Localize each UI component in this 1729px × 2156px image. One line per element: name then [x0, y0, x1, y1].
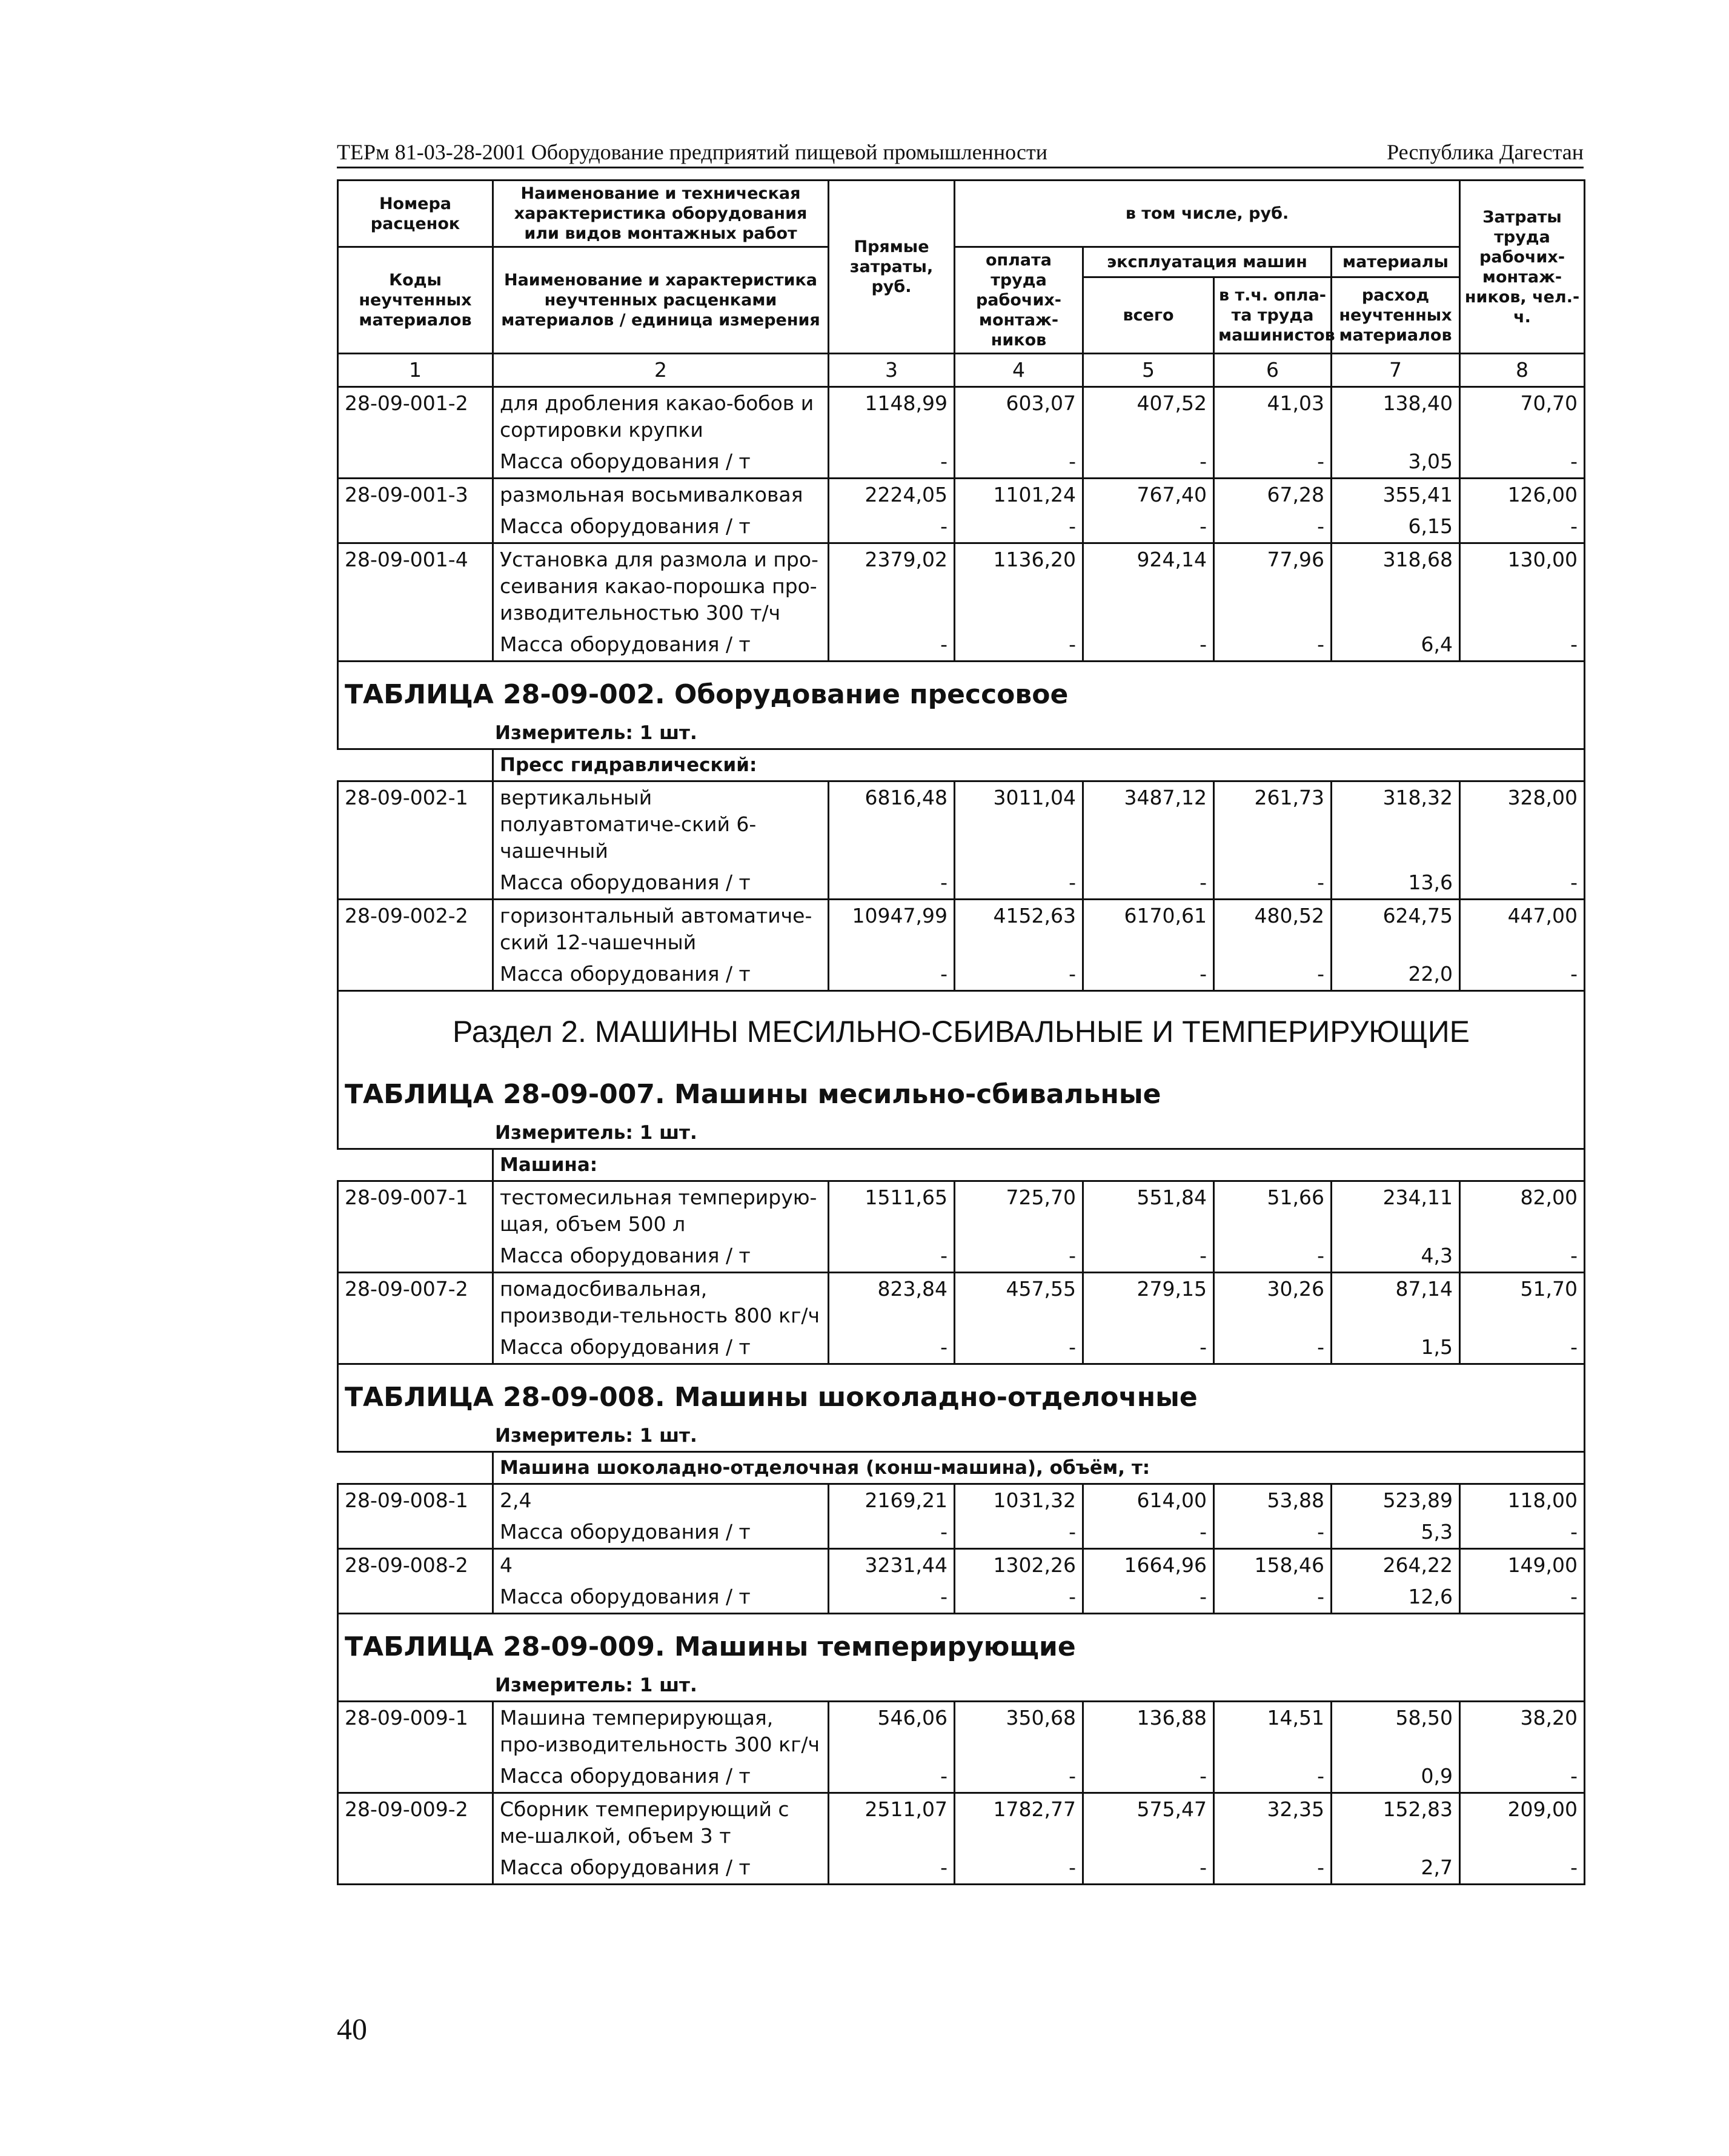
- table-row: 28-09-001-3 размольная восьмивалковая 2224,05 1101,24 767,40 67,28 355,41 126,00: [338, 479, 1585, 511]
- table-row: 28-09-002-2 горизонтальный автоматиче-ский 12-чашечный 10947,99 4152,63 6170,61 480,52 624,75 447,00: [338, 900, 1585, 959]
- mass-value: 3,05: [1332, 446, 1460, 479]
- table-title: ТАБЛИЦА 28-09-007. Машины месильно-сбивальные: [338, 1062, 1585, 1118]
- mass-label: Масса оборудования / т: [493, 1240, 829, 1273]
- document-title: ТЕРм 81-03-28-2001 Оборудование предприятий пищевой промышленности: [337, 140, 1047, 164]
- table-header: [338, 181, 1585, 387]
- mass-label: Масса оборудования / т: [493, 1852, 829, 1885]
- table-row: 28-09-009-1 Машина темперирующая, про-изводительность 300 кг/ч 546,06 350,68 136,88 14,51 58,50 38,20: [338, 1702, 1585, 1761]
- rate-code: 28-09-009-2: [338, 1793, 493, 1853]
- item-name: помадосбивальная, производи-тельность 800 кг/ч: [493, 1273, 829, 1332]
- group-heading: Машина:: [493, 1149, 1585, 1181]
- table-title-row: [338, 1614, 1585, 1671]
- item-name: вертикальный полуавтоматиче-ский 6-чашечный: [493, 781, 829, 867]
- header-name: Наименование и техническая характеристика оборудования или видов монтажных работ: [493, 181, 829, 247]
- item-name: Сборник темперирующий с ме-шалкой, объем 3 т: [493, 1793, 829, 1853]
- table-row: 28-09-008-2 4 3231,44 1302,26 1664,96 158,46 264,22 149,00: [338, 1549, 1585, 1582]
- mass-row: Масса оборудования / т - - - - 13,6 -: [338, 867, 1585, 900]
- column-number: 6: [1214, 354, 1332, 387]
- machines-total: 407,52: [1083, 387, 1214, 446]
- rate-code: 28-09-007-2: [338, 1273, 493, 1332]
- labor-hours: 70,70: [1460, 387, 1585, 446]
- mass-row: Масса оборудования / т - - - - 1,5 -: [338, 1332, 1585, 1364]
- column-number: 3: [829, 354, 955, 387]
- rate-code: 28-09-007-1: [338, 1181, 493, 1241]
- mass-label: Масса оборудования / т: [493, 629, 829, 662]
- header-rate-numbers: Номера расценок: [338, 181, 493, 247]
- mass-row: Масса оборудования / т - - - - 6,15 -: [338, 511, 1585, 543]
- header-material-codes: Коды неучтенных материалов: [338, 247, 493, 354]
- table-title-row: [338, 662, 1585, 718]
- mass-label: Масса оборудования / т: [493, 1581, 829, 1614]
- unit-of-measure: Измеритель: 1 шт.: [338, 1118, 1585, 1149]
- unit-of-measure: Измеритель: 1 шт.: [338, 1670, 1585, 1702]
- mass-row: Масса оборудования / т - - - - 2,7 -: [338, 1852, 1585, 1885]
- rates-table: [337, 179, 1585, 1885]
- table-row: 28-09-007-2 помадосбивальная, производи-тельность 800 кг/ч 823,84 457,55 279,15 30,26 87,14 51,70: [338, 1273, 1585, 1332]
- rate-code: 28-09-002-1: [338, 781, 493, 867]
- item-name: тестомесильная темперирую-щая, объем 500 л: [493, 1181, 829, 1241]
- group-heading: Машина шоколадно-отделочная (конш-машина), объём, т:: [493, 1452, 1585, 1484]
- header-materials: материалы: [1332, 247, 1460, 277]
- section-title: Раздел 2. МАШИНЫ МЕСИЛЬНО-СБИВАЛЬНЫЕ И ТЕМПЕРИРУЮЩИЕ: [338, 991, 1585, 1063]
- header-direct-costs: Прямые затраты, руб.: [829, 181, 955, 354]
- item-name: горизонтальный автоматиче-ский 12-чашечный: [493, 900, 829, 959]
- rate-code: 28-09-001-3: [338, 479, 493, 511]
- table-row: 28-09-009-2 Сборник темперирующий с ме-шалкой, объем 3 т 2511,07 1782,77 575,47 32,35 152,83 209,00: [338, 1793, 1585, 1853]
- column-number: 1: [338, 354, 493, 387]
- mass-label: Масса оборудования / т: [493, 958, 829, 991]
- table-row: 28-09-008-1 2,4 2169,21 1031,32 614,00 53,88 523,89 118,00: [338, 1484, 1585, 1517]
- table-title: ТАБЛИЦА 28-09-002. Оборудование прессовое: [338, 662, 1585, 718]
- header-machinist-pay: в т.ч. опла-та труда машинистов: [1214, 277, 1332, 354]
- column-number: 8: [1460, 354, 1585, 387]
- header-material-name: Наименование и характеристика неучтенных расценками материалов / единица измерения: [493, 247, 829, 354]
- mass-row: Масса оборудования / т - - - - 5,3 -: [338, 1516, 1585, 1549]
- rate-code: 28-09-008-2: [338, 1549, 493, 1582]
- table-title-row: [338, 1364, 1585, 1421]
- machinist-pay: 41,03: [1214, 387, 1332, 446]
- column-number: 7: [1332, 354, 1460, 387]
- group-heading: Пресс гидравлический:: [493, 749, 1585, 781]
- item-name: Установка для размола и про-сеивания какао-порошка про-изводительностью 300 т/ч: [493, 543, 829, 629]
- mass-row: Масса оборудования / т - - - - 22,0 -: [338, 958, 1585, 991]
- header-machines-total: всего: [1083, 277, 1214, 354]
- rate-code: 28-09-001-2: [338, 387, 493, 446]
- materials: 138,40: [1332, 387, 1460, 446]
- mass-row: Масса оборудования / т - - - - 4,3 -: [338, 1240, 1585, 1273]
- table-title: ТАБЛИЦА 28-09-008. Машины шоколадно-отделочные: [338, 1364, 1585, 1421]
- rate-code: 28-09-008-1: [338, 1484, 493, 1517]
- header-material-consumption: расход неучтенных материалов: [1332, 277, 1460, 354]
- mass-label: Масса оборудования / т: [493, 1332, 829, 1364]
- item-name: 2,4: [493, 1484, 829, 1517]
- rate-code: 28-09-001-4: [338, 543, 493, 629]
- mass-label: Масса оборудования / т: [493, 1760, 829, 1793]
- mass-label: Масса оборудования / т: [493, 511, 829, 543]
- header-labor-pay: оплата труда рабочих-монтаж-ников: [955, 247, 1083, 354]
- table-row: [338, 387, 1585, 446]
- unit-of-measure: Измеритель: 1 шт.: [338, 1421, 1585, 1452]
- table-row: 28-09-007-1 тестомесильная темперирую-щая, объем 500 л 1511,65 725,70 551,84 51,66 234,11 82,00: [338, 1181, 1585, 1241]
- item-name: размольная восьмивалковая: [493, 479, 829, 511]
- header-machine-operation: эксплуатация машин: [1083, 247, 1332, 277]
- mass-row: Масса оборудования / т - - - - 0,9 -: [338, 1760, 1585, 1793]
- rate-code: 28-09-009-1: [338, 1702, 493, 1761]
- table-row: 28-09-002-1 вертикальный полуавтоматиче-ский 6-чашечный 6816,48 3011,04 3487,12 261,73 318,32 328,00: [338, 781, 1585, 867]
- rate-code: 28-09-002-2: [338, 900, 493, 959]
- item-name: для дробления какао-бобов и сортировки крупки: [493, 387, 829, 446]
- table-row: 28-09-001-4 Установка для размола и про-сеивания какао-порошка про-изводительностью 300 т/ч 2379,02 1136,20 924,14 77,96 318,68 130,00: [338, 543, 1585, 629]
- mass-label: Масса оборудования / т: [493, 1516, 829, 1549]
- item-name: Машина темперирующая, про-изводительность 300 кг/ч: [493, 1702, 829, 1761]
- running-header: [337, 132, 1584, 168]
- region-name: Республика Дагестан: [1387, 140, 1584, 164]
- table-title: ТАБЛИЦА 28-09-009. Машины темперирующие: [338, 1614, 1585, 1671]
- mass-label: Масса оборудования / т: [493, 867, 829, 900]
- column-number: 5: [1083, 354, 1214, 387]
- column-number: 2: [493, 354, 829, 387]
- mass-row: Масса оборудования / т - - - - 12,6 -: [338, 1581, 1585, 1614]
- column-number: 4: [955, 354, 1083, 387]
- unit-of-measure: Измеритель: 1 шт.: [338, 718, 1585, 749]
- mass-label: Масса оборудования / т: [493, 446, 829, 479]
- mass-row: Масса оборудования / т - - - - 6,4 -: [338, 629, 1585, 662]
- direct-costs: 1148,99: [829, 387, 955, 446]
- item-name: 4: [493, 1549, 829, 1582]
- header-labor-hours: Затраты труда рабочих-монтаж-ников, чел.-ч.: [1460, 181, 1585, 354]
- labor-pay: 603,07: [955, 387, 1083, 446]
- table-title-row: [338, 1062, 1585, 1118]
- mass-row: Масса оборудования / т - - - - 3,05 -: [338, 446, 1585, 479]
- header-rule: [337, 167, 1584, 168]
- page-number: 40: [337, 2012, 367, 2046]
- header-including: в том числе, руб.: [955, 181, 1460, 247]
